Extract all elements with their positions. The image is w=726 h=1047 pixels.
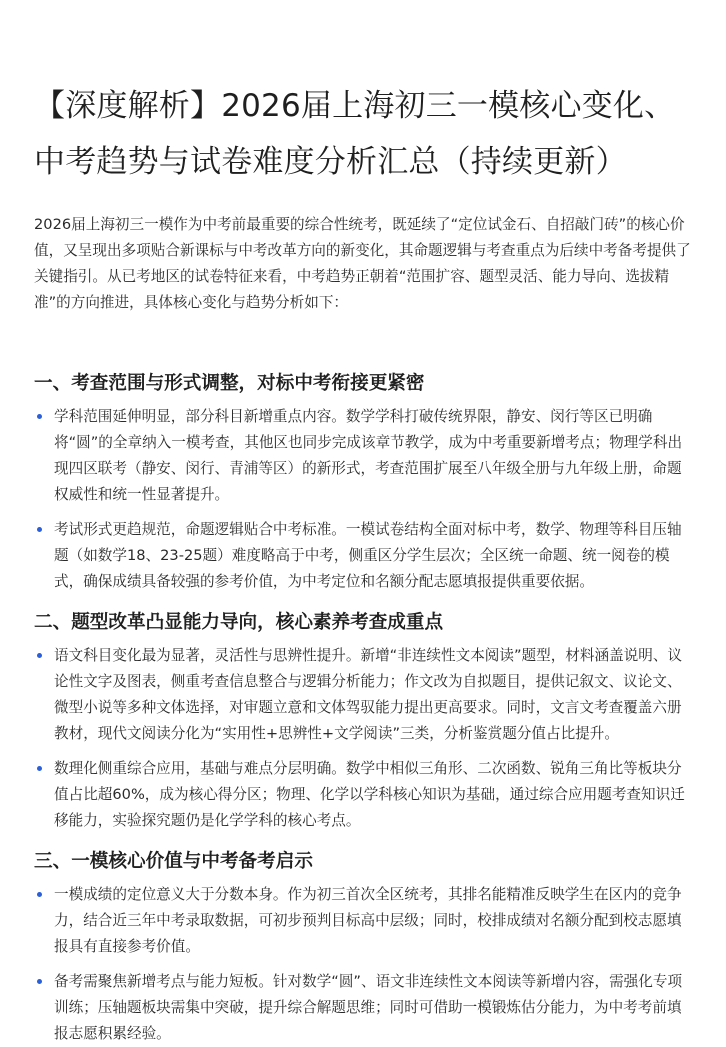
list-item-text: 数理化侧重综合应用，基础与难点分层明确。数学中相似三角形、二次函数、锐角三角比等板块分值占比超60%，成为核心得分区；物理、化学以学科核心知识为基础，通过综合应用题考查知识迁移能力，实验探究题仍是化学学科的核心考点。	[54, 760, 685, 829]
list-item-text: 语文科目变化最为显著，灵活性与思辨性提升。新增“非连续性文本阅读”题型，材料涵盖说明、议论性文字及图表，侧重考查信息整合与逻辑分析能力；作文改为自拟题目，提供记叙文、议论文、微型小说等多种文体选择，对审题立意和文体驾驭能力提出更高要求。同时，文言文考查覆盖六册教材，现代文阅读分化为“实用性+思辨性+文学阅读”三类，分析鉴赏题分值占比提升。	[54, 647, 683, 742]
list-item-text: 备考需聚焦新增考点与能力短板。针对数学“圆”、语文非连续性文本阅读等新增内容，需强化专项训练；压轴题板块需集中突破，提升综合解题思维；同时可借助一模锻炼估分能力，为中考考前填报志愿积累经验。	[54, 973, 683, 1042]
list-item-text: 考试形式更趋规范，命题逻辑贴合中考标准。一模试卷结构全面对标中考，数学、物理等科目压轴题（如数学18、23-25题）难度略高于中考，侧重区分学生层次；全区统一命题、统一阅卷的模式，确保成绩具备较强的参考价值，为中考定位和名额分配志愿填报提供重要依据。	[54, 521, 682, 590]
bullet-dot-icon	[37, 653, 42, 658]
list-item	[34, 969, 696, 1047]
bullet-dot-icon	[37, 979, 42, 984]
list-item	[34, 517, 696, 595]
section-heading-3: 三、一模核心价值与中考备考启示	[34, 851, 313, 872]
section-heading-1: 一、考查范围与形式调整，对标中考衔接更紧密	[34, 373, 425, 394]
article-title: 【深度解析】2026届上海初三一模核心变化、中考趋势与试卷难度分析汇总（持续更新）	[34, 88, 676, 180]
intro-paragraph: 2026届上海初三一模作为中考前最重要的综合性统考，既延续了“定位试金石、自招敲门砖”的核心价值，又呈现出多项贴合新课标与中考改革方向的新变化，其命题逻辑与考查重点为后续中考备考提供了关键指引。从已考地区的试卷特征来看，中考趋势正朝着“范围扩容、题型灵活、能力导向、选拔精准”的方向推进，具体核心变化与趋势分析如下：	[34, 216, 691, 311]
list-item	[34, 643, 696, 747]
list-item	[34, 756, 696, 834]
list-item	[34, 882, 696, 960]
bullet-dot-icon	[37, 892, 42, 897]
list-item-text: 学科范围延伸明显，部分科目新增重点内容。数学学科打破传统界限，静安、闵行等区已明确将“圆”的全章纳入一模考查，其他区也同步完成该章节教学，成为中考重要新增考点；物理学科出现四区联考（静安、闵行、青浦等区）的新形式，考查范围扩展至八年级全册与九年级上册，命题权威性和统一性显著提升。	[54, 408, 683, 503]
list-item-text: 一模成绩的定位意义大于分数本身。作为初三首次全区统考，其排名能精准反映学生在区内的竞争力，结合近三年中考录取数据，可初步预判目标高中层级；同时，校排成绩对名额分配到校志愿填报具有直接参考价值。	[54, 886, 682, 955]
list-item	[34, 404, 696, 508]
section-2-list	[34, 643, 696, 834]
section-heading-2: 二、题型改革凸显能力导向，核心素养考查成重点	[34, 612, 444, 633]
section-1-list	[34, 404, 696, 595]
bullet-dot-icon	[37, 414, 42, 419]
bullet-dot-icon	[37, 527, 42, 532]
section-3-list	[34, 882, 696, 1047]
bullet-dot-icon	[37, 766, 42, 771]
